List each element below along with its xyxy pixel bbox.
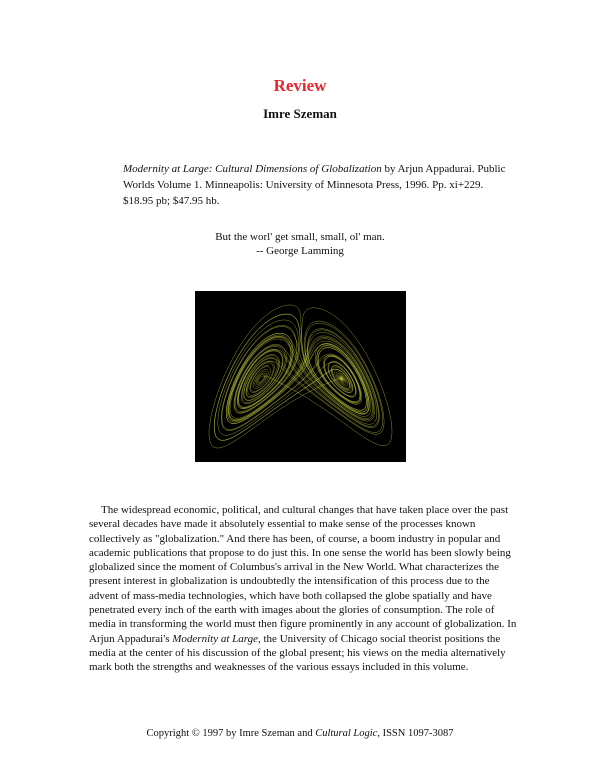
attractor-drawing — [195, 291, 406, 462]
copyright-footer — [0, 728, 600, 739]
footer-issn: , ISSN 1097-3087 — [377, 728, 454, 739]
body-paragraph — [89, 503, 521, 675]
footer-text: Copyright © 1997 by Imre Szeman and — [146, 728, 316, 739]
body-text-part2: , the University of Chicago social theorist positions the media at the center of his discussion of the global present; his views on the media alternatively mark both the strengths and weaknesses of the various essays included in this volume. — [89, 632, 506, 674]
attractor-curve — [209, 305, 392, 448]
epigraph — [0, 230, 600, 258]
review-heading: Review — [273, 76, 327, 95]
author-name: Imre Szeman — [263, 106, 337, 121]
footer-journal: Cultural Logic — [315, 728, 378, 739]
book-title: Modernity at Large: Cultural Dimensions of Globalization — [123, 163, 382, 175]
citation-details: by Arjun Appadurai. Public Worlds Volume 1. Minneapolis: University of Minnesota Press, 1996. Pp. xi+229. $18.95 pb; $47.95 hb. — [123, 163, 506, 207]
body-book-title: Modernity at Large — [172, 632, 258, 645]
book-citation — [123, 161, 513, 209]
epigraph-attribution: -- George Lamming — [256, 245, 344, 257]
lorenz-attractor-image — [195, 291, 406, 462]
body-text-part1: The widespread economic, political, and cultural changes that have taken place over the past several decades have made it absolutely essential to make sense of the processes known collectively as "globalization." And there has been, of course, a boom industry in popular and academic publications that propose to do just this. In one sense the world has been slowly being globalized since the moment of Columbus's arrival in the New World. What characterizes the present interest in globalization is undoubtedly the intensification of this process due to the advent of mass-media technologies, which have both collapsed the globe spatially and have penetrated every inch of the earth with images about the glories of consumption. The role of media in transforming the world must then figure prominently in any account of globalization. In Arjun Appadurai's — [89, 504, 517, 645]
epigraph-quote: But the worl' get small, small, ol' man. — [215, 231, 385, 243]
